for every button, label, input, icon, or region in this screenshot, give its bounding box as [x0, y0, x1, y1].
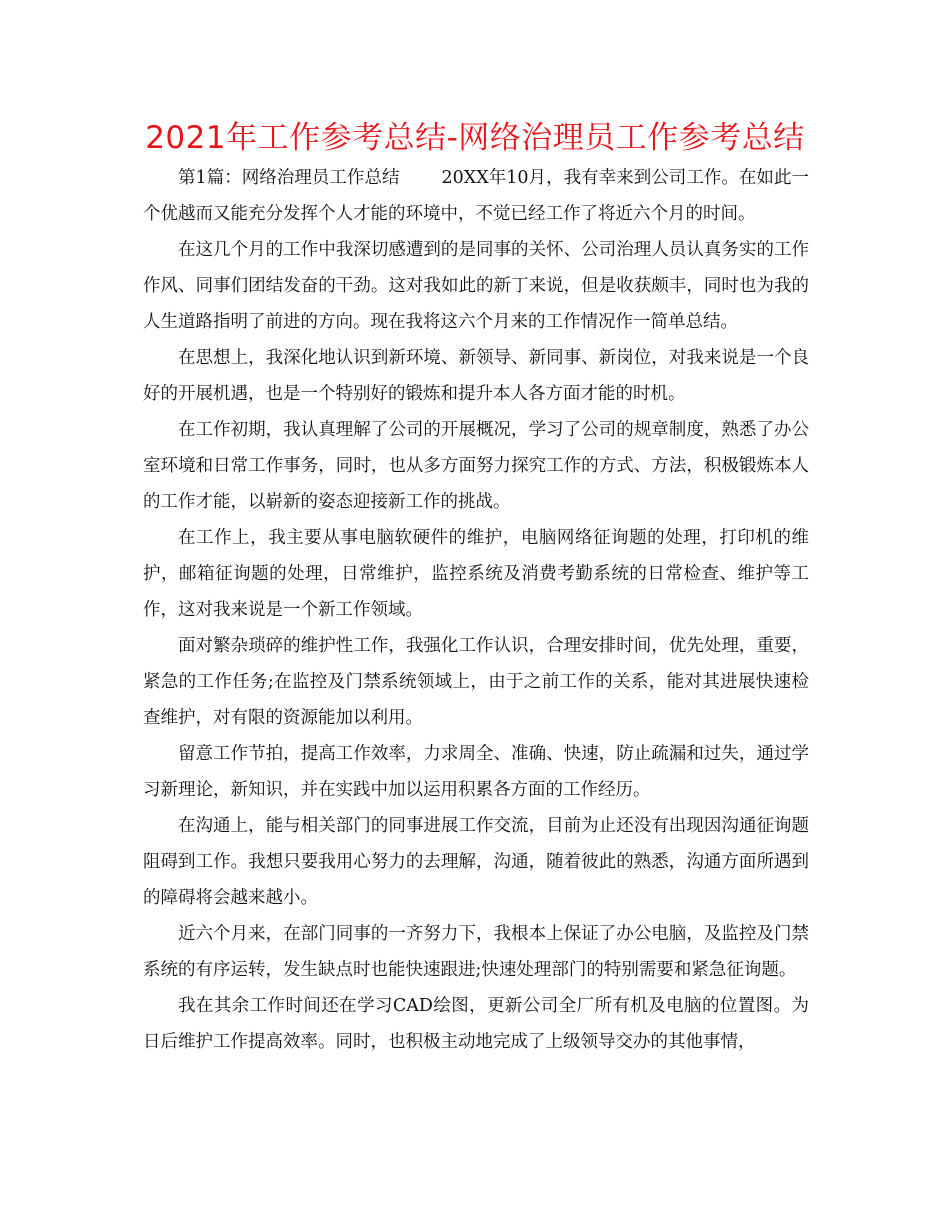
- document-body: [143, 160, 809, 1060]
- paragraph-3: 在思想上，我深化地认识到新环境、新领导、新同事、新岗位，对我来说是一个良好的开展机遇，也是一个特别好的锻炼和提升本人各方面才能的时机。: [143, 348, 809, 404]
- paragraph-1-text: 20XX年10月，我有幸来到公司工作。在如此一个优越而又能充分发挥个人才能的环境中，不觉已经工作了将近六个月的时间。: [143, 168, 809, 224]
- document-title: 2021年工作参考总结-网络治理员工作参考总结: [145, 120, 805, 156]
- paragraph-1-heading: 第1篇：网络治理员工作总结: [178, 168, 400, 188]
- paragraph-2: 在这几个月的工作中我深切感遭到的是同事的关怀、公司治理人员认真务实的工作作风、同事们团结发奋的干劲。这对我如此的新丁来说，但是收获颇丰，同时也为我的人生道路指明了前进的方向。现在我将这六个月来的工作情况作一简单总结。: [143, 240, 809, 332]
- paragraph-8: 在沟通上，能与相关部门的同事进展工作交流，目前为止还没有出现因沟通征询题阻碍到工作。我想只要我用心努力的去理解，沟通，随着彼此的熟悉，沟通方面所遇到的障碍将会越来越小。: [143, 816, 809, 908]
- paragraph-7: 留意工作节拍，提高工作效率，力求周全、准确、快速，防止疏漏和过失，通过学习新理论，新知识，并在实践中加以运用积累各方面的工作经历。: [143, 744, 809, 800]
- paragraph-9: 近六个月来，在部门同事的一齐努力下，我根本上保证了办公电脑，及监控及门禁系统的有序运转，发生缺点时也能快速跟进;快速处理部门的特别需要和紧急征询题。: [143, 924, 809, 980]
- paragraph-6: 面对繁杂琐碎的维护性工作，我强化工作认识，合理安排时间，优先处理，重要，紧急的工作任务;在监控及门禁系统领域上，由于之前工作的关系，能对其进展快速检查维护，对有限的资源能加以利用。: [143, 636, 809, 728]
- paragraph-10: 我在其余工作时间还在学习CAD绘图，更新公司全厂所有机及电脑的位置图。为日后维护工作提高效率。同时，也积极主动地完成了上级领导交办的其他事情，: [143, 996, 809, 1052]
- paragraph-5: 在工作上，我主要从事电脑软硬件的维护，电脑网络征询题的处理，打印机的维护，邮箱征询题的处理，日常维护，监控系统及消费考勤系统的日常检查、维护等工作，这对我来说是一个新工作领域。: [143, 528, 809, 620]
- paragraph-4: 在工作初期，我认真理解了公司的开展概况，学习了公司的规章制度，熟悉了办公室环境和日常工作事务，同时，也从多方面努力探究工作的方式、方法，积极锻炼本人的工作才能，以崭新的姿态迎接新工作的挑战。: [143, 420, 809, 512]
- paragraph-1: [143, 160, 809, 232]
